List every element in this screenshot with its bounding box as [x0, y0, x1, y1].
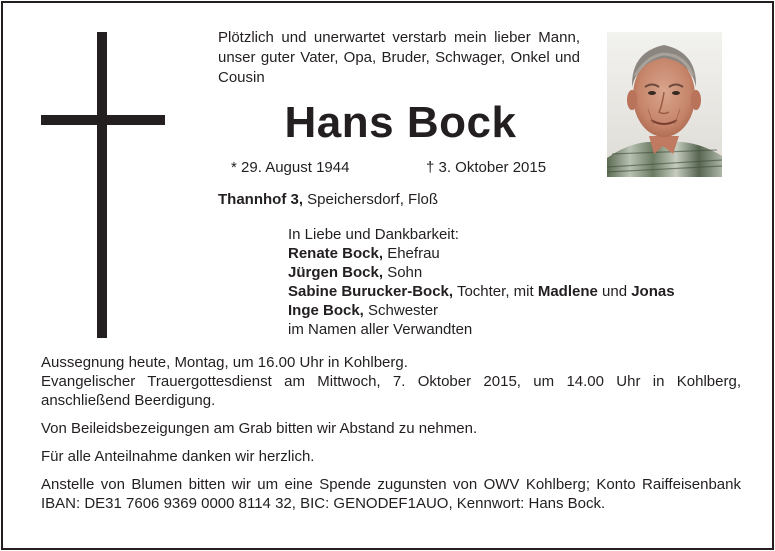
mourners-intro: In Liebe und Dankbarkeit: — [288, 226, 459, 243]
mourner-name: Inge Bock, — [288, 302, 364, 319]
cross-icon-bar — [41, 115, 165, 125]
address-street: Thannhof 3, — [218, 191, 303, 208]
notice-details — [41, 353, 741, 513]
intro-text: Plötzlich und unerwartet verstarb mein lieber Mann, unser guter Vater, Opa, Bruder, Schwager, Onkel und Cousin — [218, 29, 580, 86]
deceased-name: Hans Bock — [284, 98, 517, 147]
mourner-relation: Ehefrau — [383, 245, 440, 262]
cross-icon — [97, 32, 107, 338]
mourner-name: Renate Bock, — [288, 245, 384, 262]
donation-text: Anstelle von Blumen bitten wir um eine Spende zugunsten von OWV Kohlberg; Konto Raiffeisenbank IBAN: DE31 7606 9369 0000 8114 32, BIC: GENODEF1AUO, Kennwort: Hans Bock. — [41, 476, 741, 512]
condolences-text: Von Beileidsbezeigungen am Grab bitten wir Abstand zu nehmen. — [41, 420, 478, 437]
mourner-relation: Tochter, mit — [453, 283, 538, 300]
mourner-relation: Sohn — [383, 264, 423, 281]
mourner-item — [288, 282, 675, 301]
mourners-outro: im Namen aller Verwandten — [288, 321, 473, 338]
mourner-name: Jürgen Bock, — [288, 264, 384, 281]
birth-date: * 29. August 1944 — [231, 159, 350, 176]
obituary-frame — [1, 1, 774, 550]
mourner-conjunction: und — [597, 283, 632, 300]
mourner-name: Sabine Burucker-Bock, — [288, 283, 454, 300]
grandchild-name: Jonas — [631, 283, 675, 300]
mourner-item — [288, 301, 675, 320]
service-text: Evangelischer Trauergottesdienst am Mittwoch, 7. Oktober 2015, um 14.00 Uhr in Kohlberg, anschließend Beerdigung. — [41, 373, 741, 409]
mourner-relation: Schwester — [363, 302, 439, 319]
mourner-item — [288, 244, 675, 263]
portrait-photo — [607, 32, 722, 177]
mourner-item — [288, 263, 675, 282]
address-place: Speichersdorf, Floß — [303, 191, 439, 208]
blessing-text: Aussegnung heute, Montag, um 16.00 Uhr in Kohlberg. — [41, 354, 408, 371]
thanks-text: Für alle Anteilnahme danken wir herzlich. — [41, 448, 315, 465]
address — [218, 190, 438, 210]
grandchild-name: Madlene — [537, 283, 598, 300]
mourners-list — [288, 225, 675, 339]
death-date: † 3. Oktober 2015 — [426, 159, 547, 176]
